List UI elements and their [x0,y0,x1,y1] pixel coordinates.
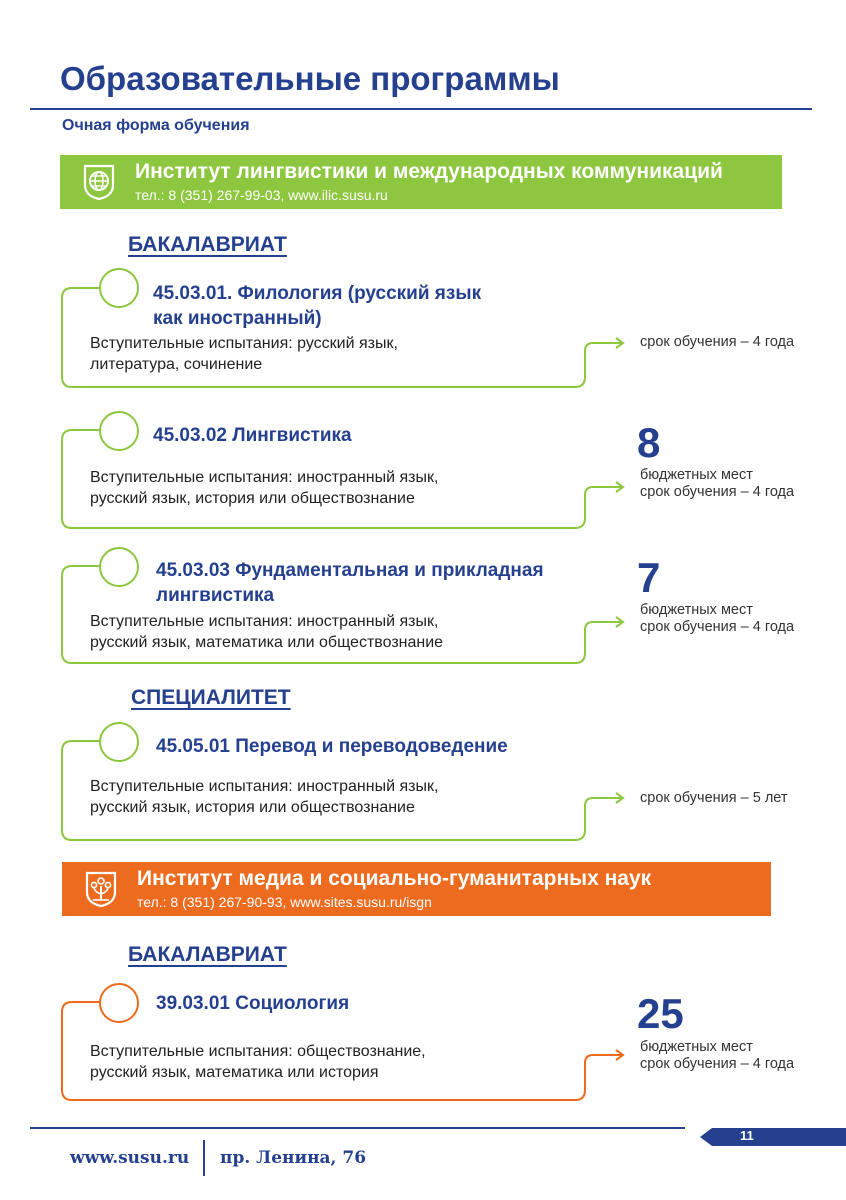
budget-seats-count: 8 [637,419,661,466]
level-heading-bachelor: БАКАЛАВРИАТ [128,943,287,966]
tree-icon [82,870,120,908]
program-duration: срок обучения – 5 лет [640,790,788,806]
footer-address: пр. Ленина, 76 [220,1148,367,1168]
budget-seats-count: 25 [637,990,684,1037]
institute-name: Институт медиа и социально-гуманитарных наук [137,867,652,890]
footer-divider [30,1127,685,1129]
program-duration: срок обучения – 4 года [640,334,795,350]
institute-contact: тел.: 8 (351) 267-99-03, www.ilic.susu.ru [135,187,388,203]
program-card [0,0,846,1]
budget-seats-count: 7 [637,554,661,601]
program-title: 45.03.02 Лингвистика [153,425,352,446]
program-title: 45.05.01 Перевод и переводоведение [156,736,508,757]
level-heading-bachelor: БАКАЛАВРИАТ [128,233,287,256]
footer-separator [203,1140,205,1176]
institute-banner-media [62,862,771,916]
program-exams: Вступительные испытания: иностранный язык, русский язык, история или обществознание [90,469,439,507]
footer-website-link[interactable]: www.susu.ru [70,1148,190,1168]
program-seats-duration: бюджетных мест срок обучения – 4 года [640,602,795,635]
program-title: 45.03.03 Фундаментальная и прикладная лингвистика [156,560,544,606]
level-heading-specialist: СПЕЦИАЛИТЕТ [131,686,291,709]
institute-banner-linguistics [60,155,782,209]
page-subtitle: Очная форма обучения [62,117,250,134]
page-number-tab [700,1128,846,1146]
program-exams: Вступительные испытания: русский язык, литература, сочинение [90,335,398,373]
globe-icon [80,163,118,201]
page-number: 11 [740,1128,754,1143]
program-title: 45.03.01. Филология (русский язык как иностранный) [153,283,482,329]
program-exams: Вступительные испытания: иностранный язык, русский язык, история или обществознание [90,778,439,816]
institute-contact: тел.: 8 (351) 267-90-93, www.sites.susu.ru/isgn [137,894,432,910]
program-exams: Вступительные испытания: иностранный язык, русский язык, математика или обществознание [90,613,444,651]
title-divider [30,108,812,110]
program-seats-duration: бюджетных мест срок обучения – 4 года [640,1039,795,1072]
program-exams: Вступительные испытания: обществознание, русский язык, математика или история [90,1043,426,1081]
program-seats-duration: бюджетных мест срок обучения – 4 года [640,467,795,500]
program-title: 39.03.01 Социология [156,993,350,1014]
institute-name: Институт лингвистики и международных коммуникаций [135,160,723,183]
page-title: Образовательные программы [60,60,560,97]
